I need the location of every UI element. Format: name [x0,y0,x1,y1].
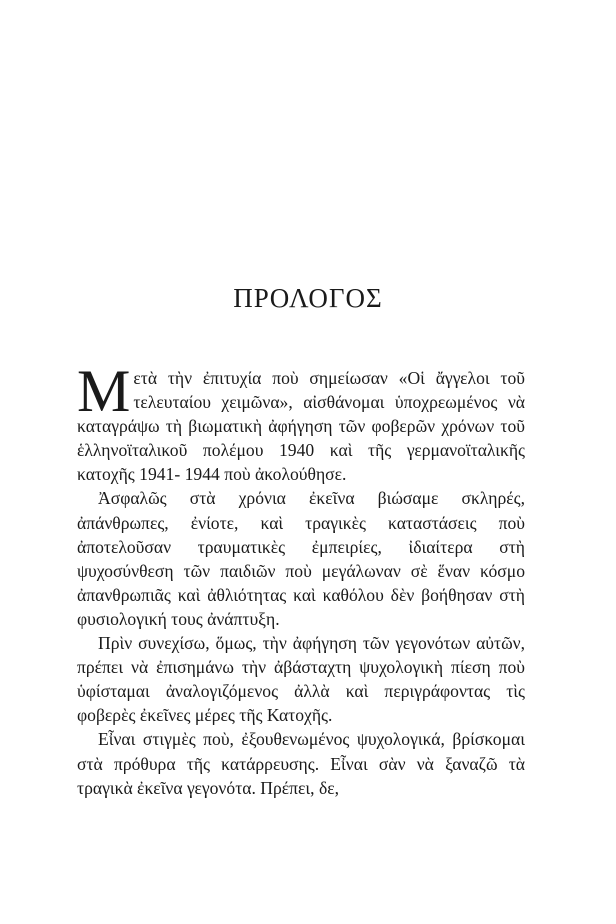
paragraph-4: Εἶναι στιγμὲς ποὺ, ἐξουθενωμένος ψυχολογικά, βρίσκομαι στὰ πρόθυρα τῆς κατάρρευσης. Εἶναι σὰν νὰ ξαναζῶ τὰ τραγικὰ ἐκεῖνα γεγονότα. Πρέπει, δε, [77,729,525,798]
body-text [77,358,525,800]
paragraph-1-text: ετὰ τὴν ἐπιτυχία ποὺ σημείωσαν «Οἱ ἄγγελοι τοῦ τελευταίου χειμῶνα», αἰσθάνομαι ὑποχρεωμένος νὰ καταγράψω τὴ βιωματικὴ ἀφήγηση τῶν φοβερῶν χρόνων τοῦ ἑλληνοϊταλικοῦ πολέμου 1940 καὶ τῆς γερμανοϊταλικῆς κατοχῆς 1941- 1944 ποὺ ἀκολούθησε. [77,368,525,485]
drop-cap: Μ [77,358,131,424]
paragraph-1 [77,358,525,486]
paragraph-3: Πρὶν συνεχίσω, ὅμως, τὴν ἀφήγηση τῶν γεγονότων αὐτῶν, πρέπει νὰ ἐπισημάνω τὴν ἀβάσταχτη ψυχολογικὴ πίεση ποὺ ὑφίσταμαι ἀναλογιζόμενος ἀλλὰ καὶ περιγράφοντας τὶς φοβερὲς ἐκεῖνες μέρες τῆς Κατοχῆς. [77,633,525,726]
paragraph-2: Ἀσφαλῶς στὰ χρόνια ἐκεῖνα βιώσαμε σκληρές, ἀπάνθρωπες, ἐνίοτε, καὶ τραγικὲς καταστάσεις ποὺ ἀποτελοῦσαν τραυματικὲς ἐμπειρίες, ἰδιαίτερα στὴ ψυχοσύνθεση τῶν παιδιῶν ποὺ μεγάλωναν σὲ ἕναν κόσμο ἀπανθρωπιᾶς καὶ ἀθλιότητας καὶ καθόλου δὲν βοήθησαν στὴ φυσιολογική τους ἀνάπτυξη. [77,488,525,629]
chapter-title: ΠΡΟΛΟΓΟΣ [233,283,383,313]
